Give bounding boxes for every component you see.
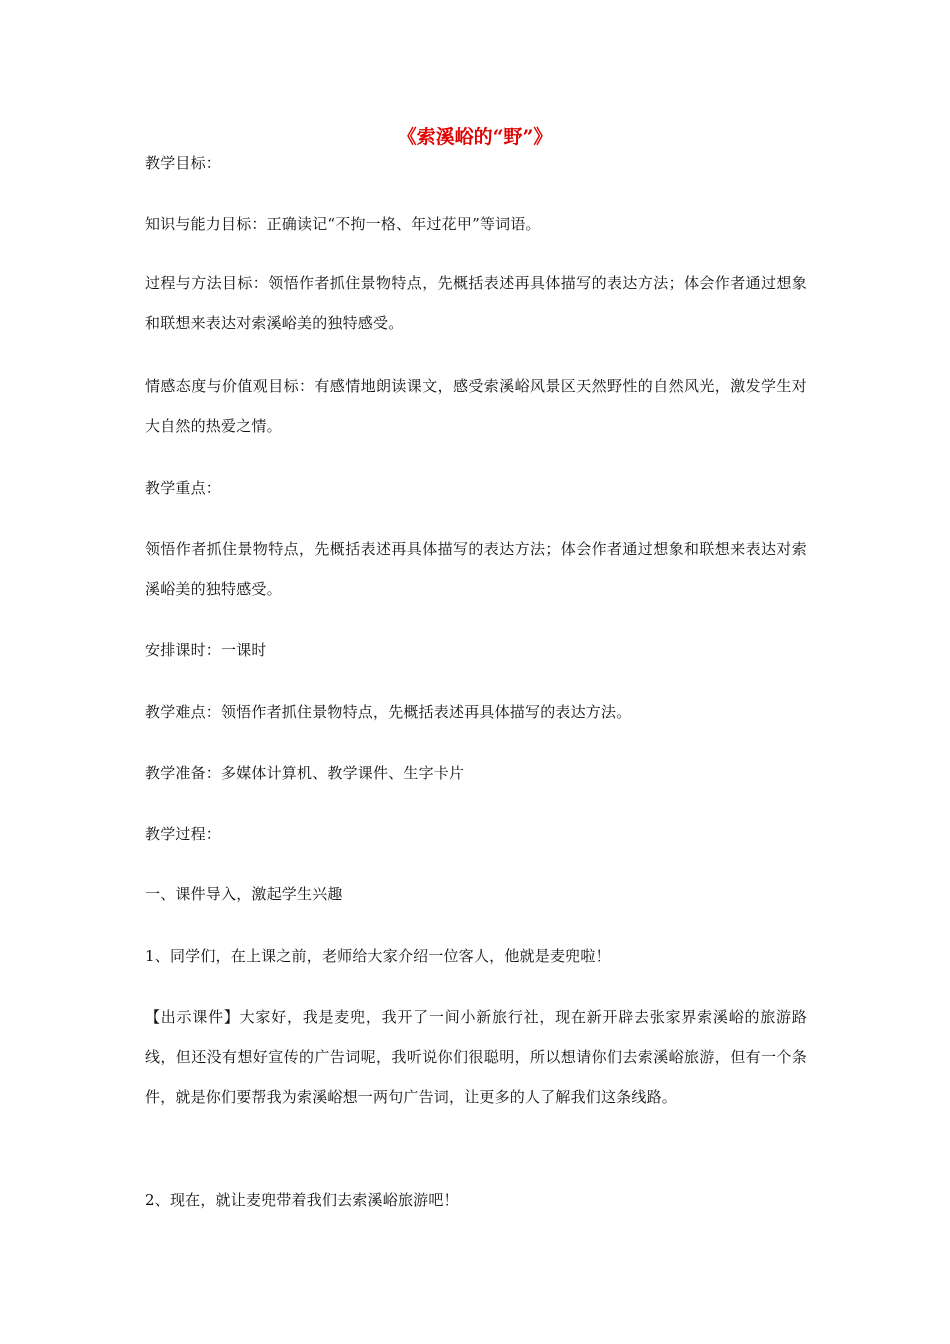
paragraph-emotion-goal: 情感态度与价值观目标：有感情地朗读课文，感受索溪峪风景区天然野性的自然风光，激发学生对大自然的热爱之情。 <box>145 377 807 435</box>
paragraph-section-one: 一、课件导入，激起学生兴趣 <box>145 885 343 903</box>
paragraph-lesson-time: 安排课时：一课时 <box>145 641 267 659</box>
paragraph-knowledge-goal: 知识与能力目标：正确读记“不拘一格、年过花甲”等词语。 <box>145 215 541 233</box>
paragraph-process-heading: 教学过程： <box>145 825 222 843</box>
paragraph-teaching-goals: 教学目标： <box>145 154 222 172</box>
paragraph-preparation: 教学准备：多媒体计算机、教学课件、生字卡片 <box>145 764 465 782</box>
paragraph-step-two: 2、现在，就让麦兜带着我们去索溪峪旅游吧！ <box>145 1191 459 1209</box>
paragraph-key-points: 领悟作者抓住景物特点，先概括表述再具体描写的表达方法；体会作者通过想象和联想来表达对索溪峪美的独特感受。 <box>145 540 807 598</box>
paragraph-key-points-heading: 教学重点： <box>145 479 222 497</box>
document-title: 《索溪峪的“野”》 <box>397 126 553 148</box>
paragraph-difficulty: 教学难点：领悟作者抓住景物特点，先概括表述再具体描写的表达方法。 <box>145 703 632 721</box>
paragraph-step-one: 1、同学们，在上课之前，老师给大家介绍一位客人，他就是麦兜啦！ <box>145 947 611 965</box>
paragraph-courseware: 【出示课件】大家好，我是麦兜，我开了一间小新旅行社，现在新开辟去张家界索溪峪的旅游路线，但还没有想好宣传的广告词呢，我听说你们很聪明，所以想请你们去索溪峪旅游，但有一个条件，就是你们要帮我为索溪峪想一两句广告词，让更多的人了解我们这条线路。 <box>145 1008 807 1106</box>
paragraph-process-goal: 过程与方法目标：领悟作者抓住景物特点，先概括表述再具体描写的表达方法；体会作者通过想象和联想来表达对索溪峪美的独特感受。 <box>145 274 807 332</box>
